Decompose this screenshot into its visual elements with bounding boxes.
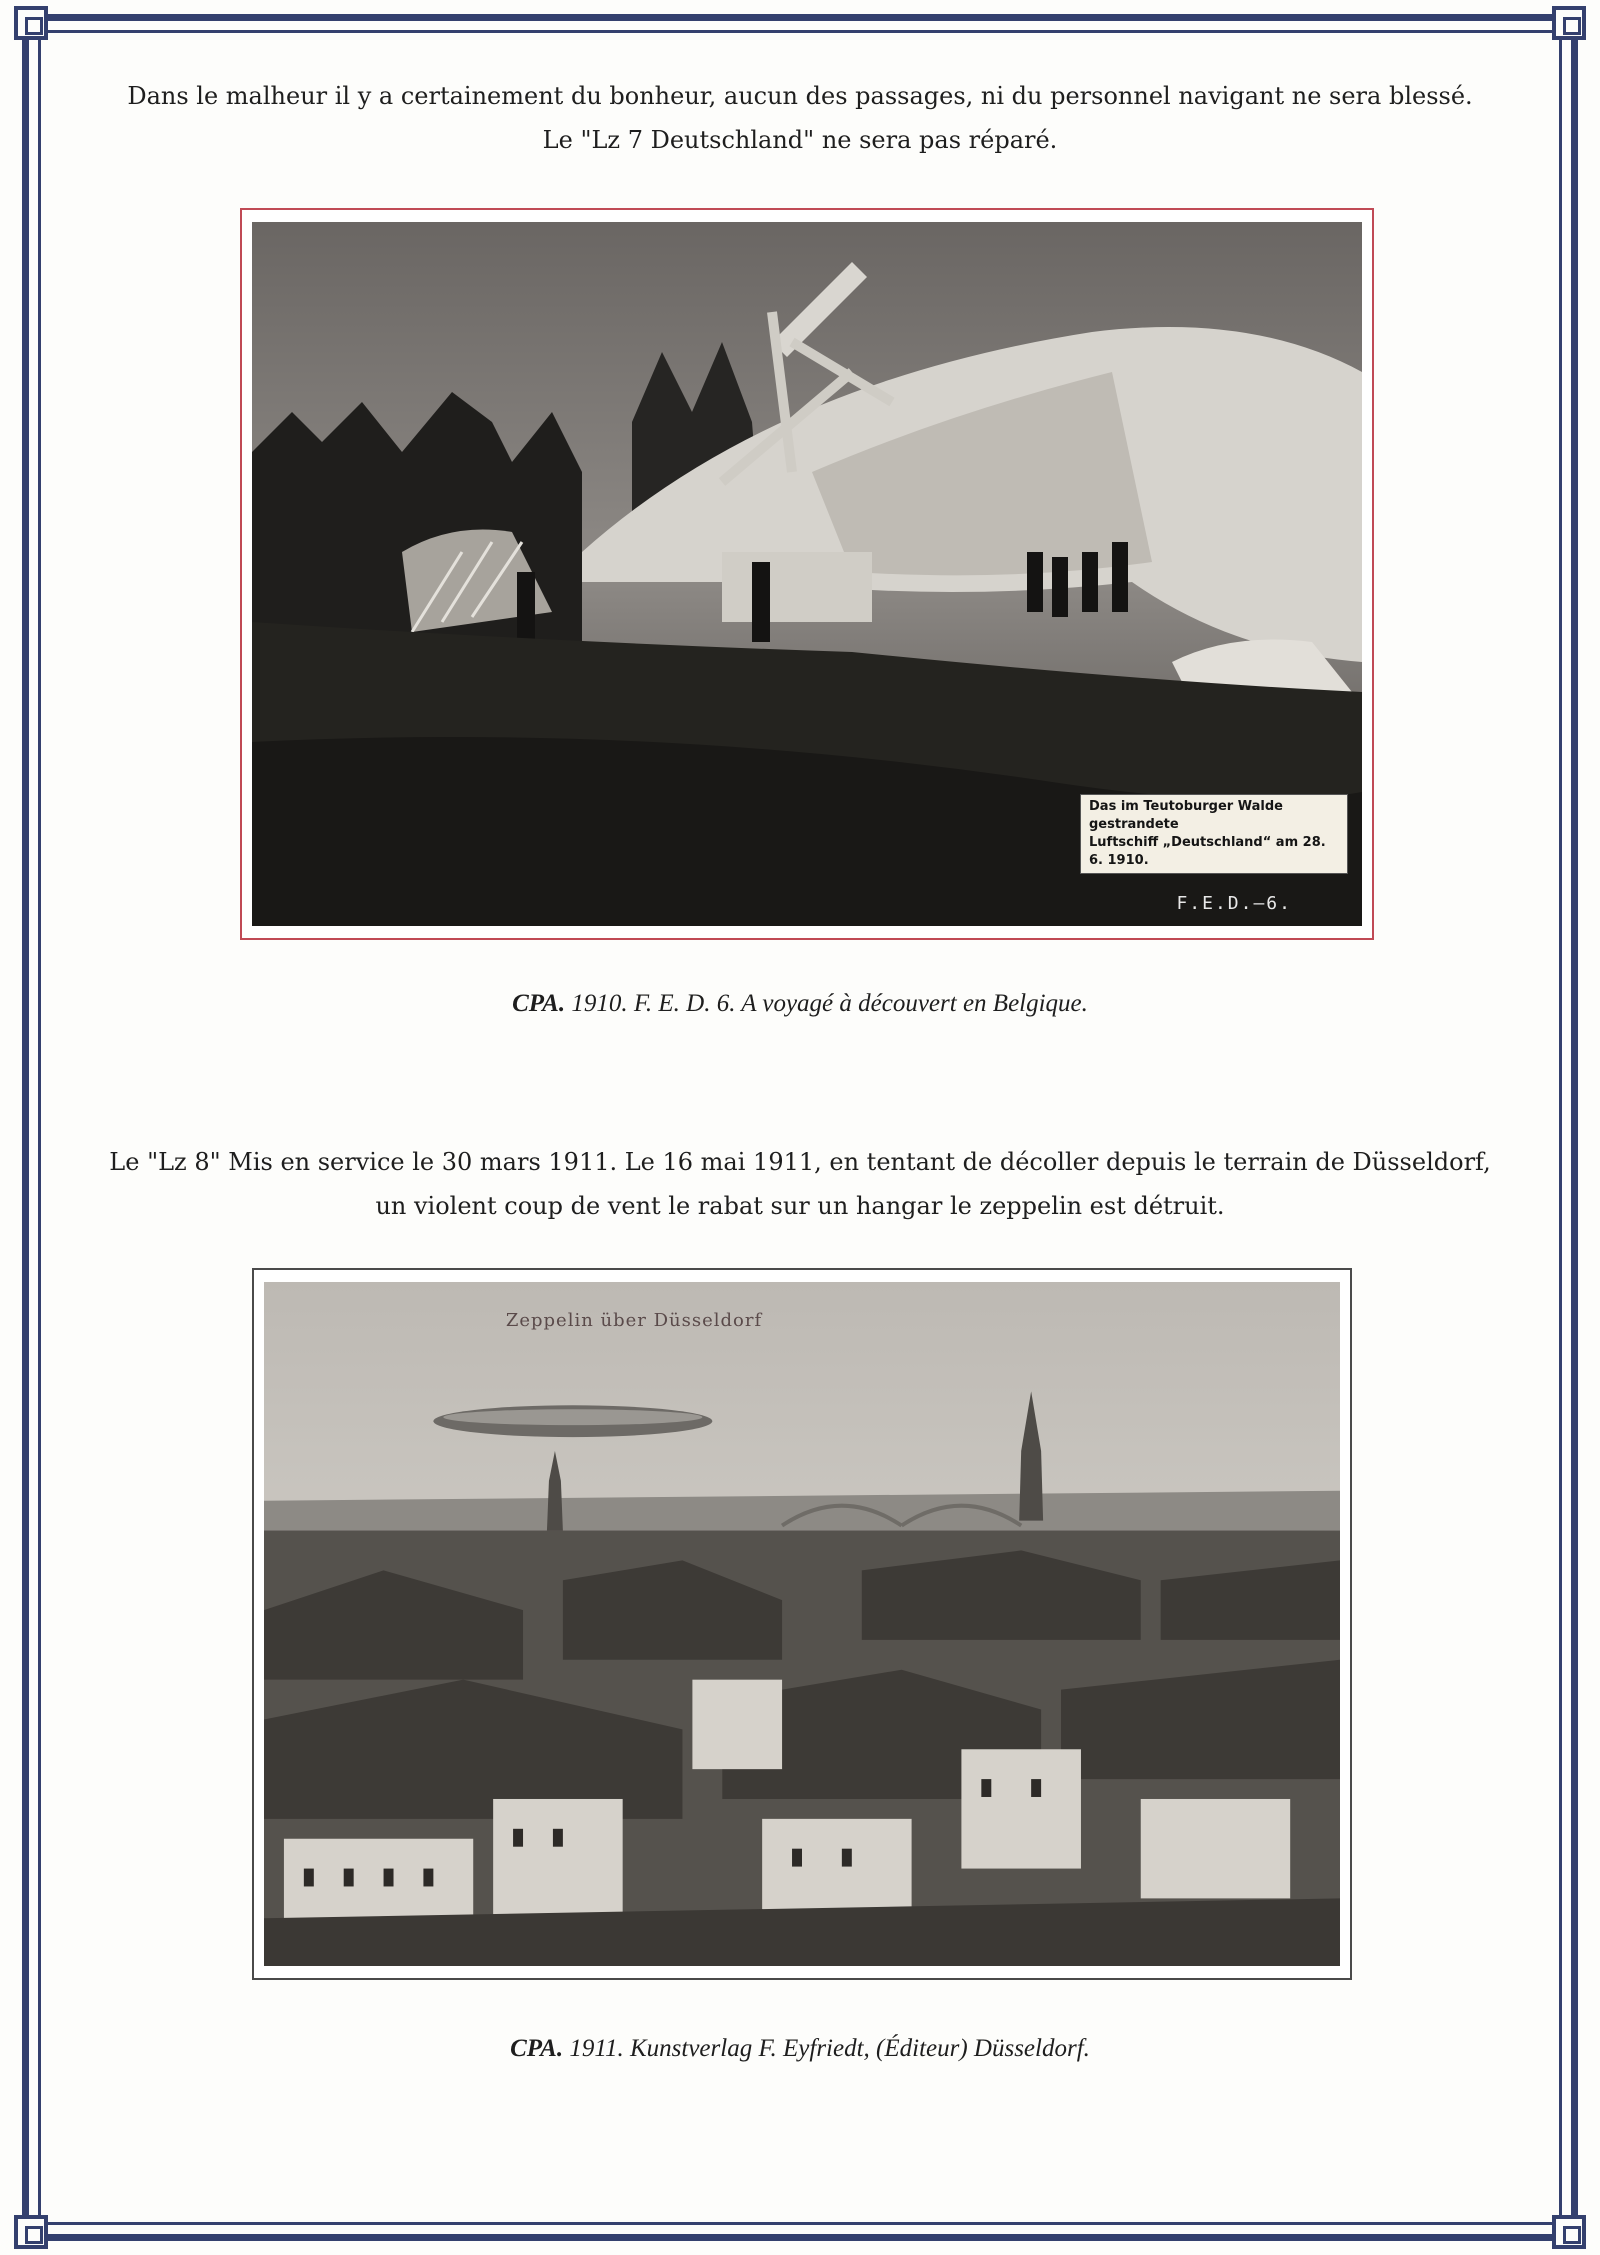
postcard-dusseldorf-frame xyxy=(252,1268,1352,1980)
postcard-dusseldorf-image xyxy=(264,1282,1340,1966)
caption-text: 1910. F. E. D. 6. A voyagé à découvert en Belgique. xyxy=(565,990,1088,1017)
caption-prefix: CPA. xyxy=(512,990,566,1017)
stamp-line: Luftschiff „Deutschland“ am 28. 6. 1910. xyxy=(1089,835,1326,868)
caption-lz8 xyxy=(80,2035,1520,2063)
intro-paragraph-lz7 xyxy=(80,74,1520,162)
paragraph-line: un violent coup de vent le rabat sur un hangar le zeppelin est détruit. xyxy=(375,1192,1225,1220)
intro-paragraph-lz8 xyxy=(80,1140,1520,1228)
postcard-lz7-frame xyxy=(240,208,1374,940)
postcard-stamp-label xyxy=(1080,794,1348,874)
paragraph-line: Le "Lz 7 Deutschland" ne sera pas réparé. xyxy=(542,126,1058,154)
postcard-title: Zeppelin über Düsseldorf xyxy=(505,1310,763,1331)
postcard-lz7-image xyxy=(252,222,1362,926)
caption-text: 1911. Kunstverlag F. Eyfriedt, (Éditeur) Düsseldorf. xyxy=(563,2035,1090,2062)
caption-lz7 xyxy=(80,990,1520,1018)
paragraph-line: Dans le malheur il y a certainement du bonheur, aucun des passages, ni du personnel navigant ne sera blessé. xyxy=(127,82,1473,110)
corner-ornament-top-left xyxy=(14,6,48,40)
paragraph-line: Le "Lz 8" Mis en service le 30 mars 1911. Le 16 mai 1911, en tentant de décoller depuis le terrain de Düsseldorf, xyxy=(109,1148,1491,1176)
corner-ornament-top-right xyxy=(1552,6,1586,40)
caption-prefix: CPA. xyxy=(510,2035,564,2062)
corner-ornament-bottom-left xyxy=(14,2215,48,2249)
corner-ornament-bottom-right xyxy=(1552,2215,1586,2249)
dusseldorf-cityscape-photo xyxy=(264,1282,1340,1966)
publisher-mark: F.E.D.–6. xyxy=(1176,893,1292,914)
stamp-line: Das im Teutoburger Walde gestrandete xyxy=(1089,799,1283,832)
